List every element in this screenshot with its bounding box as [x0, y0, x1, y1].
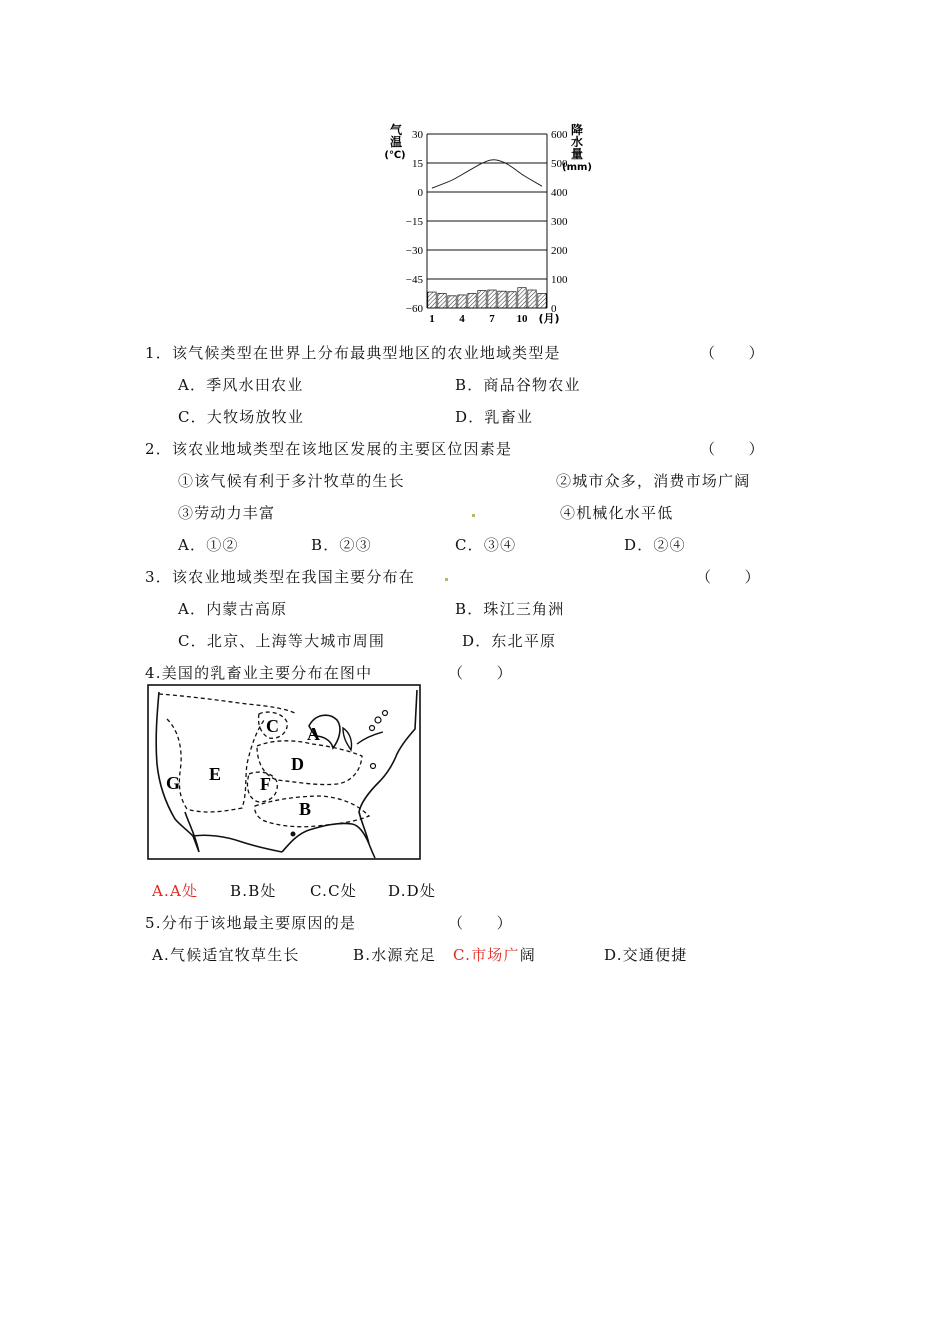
question-4-option-a: A.A处 — [152, 882, 199, 900]
map-label-e: E — [209, 764, 222, 784]
precip-bar — [478, 291, 486, 308]
question-5-option-c-text-3: 阔 — [519, 946, 536, 964]
stray-dot — [445, 578, 448, 581]
right-tick-label: 300 — [551, 216, 568, 228]
left-tick-label: −15 — [405, 216, 423, 228]
question-3-option-d: D．东北平原 — [462, 632, 557, 650]
precip-bar — [488, 290, 496, 308]
x-tick-label: 7 — [489, 313, 495, 325]
question-5-option-a: A.气候适宜牧草生长 — [152, 946, 300, 964]
question-1-option-c: C．大牧场放牧业 — [178, 408, 305, 426]
right-axis-label: 降 — [570, 123, 584, 137]
question-2-option-a: A．①② — [178, 536, 239, 554]
precip-bar — [458, 295, 466, 308]
right-axis-label: 量 — [570, 147, 584, 161]
climate-chart-svg — [380, 120, 592, 330]
left-axis-label: (℃) — [384, 150, 406, 161]
question-5-option-c-text: C.市场 — [453, 946, 504, 964]
precip-bar — [498, 291, 506, 308]
precip-bar — [448, 296, 456, 308]
right-axis-label: 水 — [570, 135, 584, 149]
right-tick-label: 0 — [551, 303, 557, 315]
question-5-option-c-text-2: 广 — [503, 946, 520, 964]
question-2-statement-3: ③劳动力丰富 — [178, 504, 276, 522]
x-tick-label: 4 — [459, 313, 465, 325]
question-4-option-c: C.C处 — [310, 882, 357, 900]
left-tick-label: −60 — [405, 303, 423, 315]
precip-bar — [438, 294, 446, 309]
question-1-option-d: D．乳畜业 — [455, 408, 534, 426]
climate-chart — [380, 120, 592, 330]
right-axis-label: (mm) — [562, 162, 592, 173]
map-label-c: C — [266, 716, 279, 736]
right-tick-label: 200 — [551, 245, 568, 257]
question-1-stem: 1．该气候类型在世界上分布最典型地区的农业地域类型是 — [145, 344, 561, 362]
right-tick-label: 100 — [551, 274, 568, 286]
question-2-statement-1: ①该气候有利于多汁牧草的生长 — [178, 472, 405, 490]
question-5-bracket: （ ） — [448, 914, 513, 932]
question-2-statement-2: ②城市众多，消费市场广阔 — [556, 472, 751, 490]
precip-bar — [468, 294, 476, 309]
stray-dot — [472, 514, 475, 517]
question-5-stem: 5.分布于该地最主要原因的是 — [145, 914, 357, 932]
question-1-bracket: （ ） — [700, 344, 765, 362]
map-label-d: D — [291, 754, 304, 774]
left-tick-label: 15 — [412, 158, 423, 170]
question-2-bracket: （ ） — [700, 440, 765, 458]
x-tick-label: 10 — [516, 313, 528, 325]
precip-bar — [428, 292, 436, 308]
temperature-line — [432, 160, 542, 188]
left-axis-label: 温 — [389, 135, 403, 149]
precip-bar — [538, 294, 546, 309]
question-5-option-b: B.水源充足 — [353, 946, 436, 964]
x-axis-unit: (月) — [538, 312, 560, 325]
question-2-option-c: C．③④ — [455, 536, 517, 554]
usa-map-svg — [147, 684, 421, 860]
question-1-option-a: A．季风水田农业 — [178, 376, 304, 394]
left-tick-label: −45 — [405, 274, 423, 286]
question-4-option-b: B.B处 — [230, 882, 277, 900]
question-3-option-b: B．珠江三角洲 — [455, 600, 565, 618]
right-tick-label: 500 — [551, 158, 568, 170]
left-tick-label: −30 — [405, 245, 423, 257]
right-tick-label: 600 — [551, 129, 568, 141]
question-4-stem: 4.美国的乳畜业主要分布在图中 — [145, 664, 373, 682]
question-3-option-a: A．内蒙古高原 — [178, 600, 288, 618]
question-5-option-c — [453, 944, 536, 965]
left-axis-label: 气 — [389, 123, 403, 137]
left-tick-label: 30 — [412, 129, 423, 141]
usa-map — [147, 684, 421, 860]
map-label-a: A — [307, 724, 320, 744]
precip-bar — [528, 290, 536, 308]
question-1-option-b: B．商品谷物农业 — [455, 376, 581, 394]
question-4-bracket: （ ） — [448, 664, 513, 682]
question-2-statement-4: ④机械化水平低 — [560, 504, 674, 522]
question-2-option-d: D．②④ — [624, 536, 686, 554]
question-5-option-d: D.交通便捷 — [604, 946, 688, 964]
question-4-option-d: D.D处 — [388, 882, 437, 900]
question-3-bracket: （ ） — [696, 568, 761, 586]
map-label-f: F — [260, 774, 271, 794]
left-tick-label: 0 — [417, 187, 423, 199]
question-2-stem: 2．该农业地域类型在该地区发展的主要区位因素是 — [145, 440, 513, 458]
map-label-g: G — [166, 773, 181, 793]
question-2-option-b: B．②③ — [311, 536, 372, 554]
x-tick-label: 1 — [429, 313, 435, 325]
precip-bar — [508, 292, 516, 308]
question-3-option-c: C．北京、上海等大城市周围 — [178, 632, 386, 650]
precip-bar — [518, 288, 526, 308]
question-3-stem: 3．该农业地域类型在我国主要分布在 — [145, 568, 415, 586]
map-label-b: B — [299, 799, 312, 819]
right-tick-label: 400 — [551, 187, 568, 199]
